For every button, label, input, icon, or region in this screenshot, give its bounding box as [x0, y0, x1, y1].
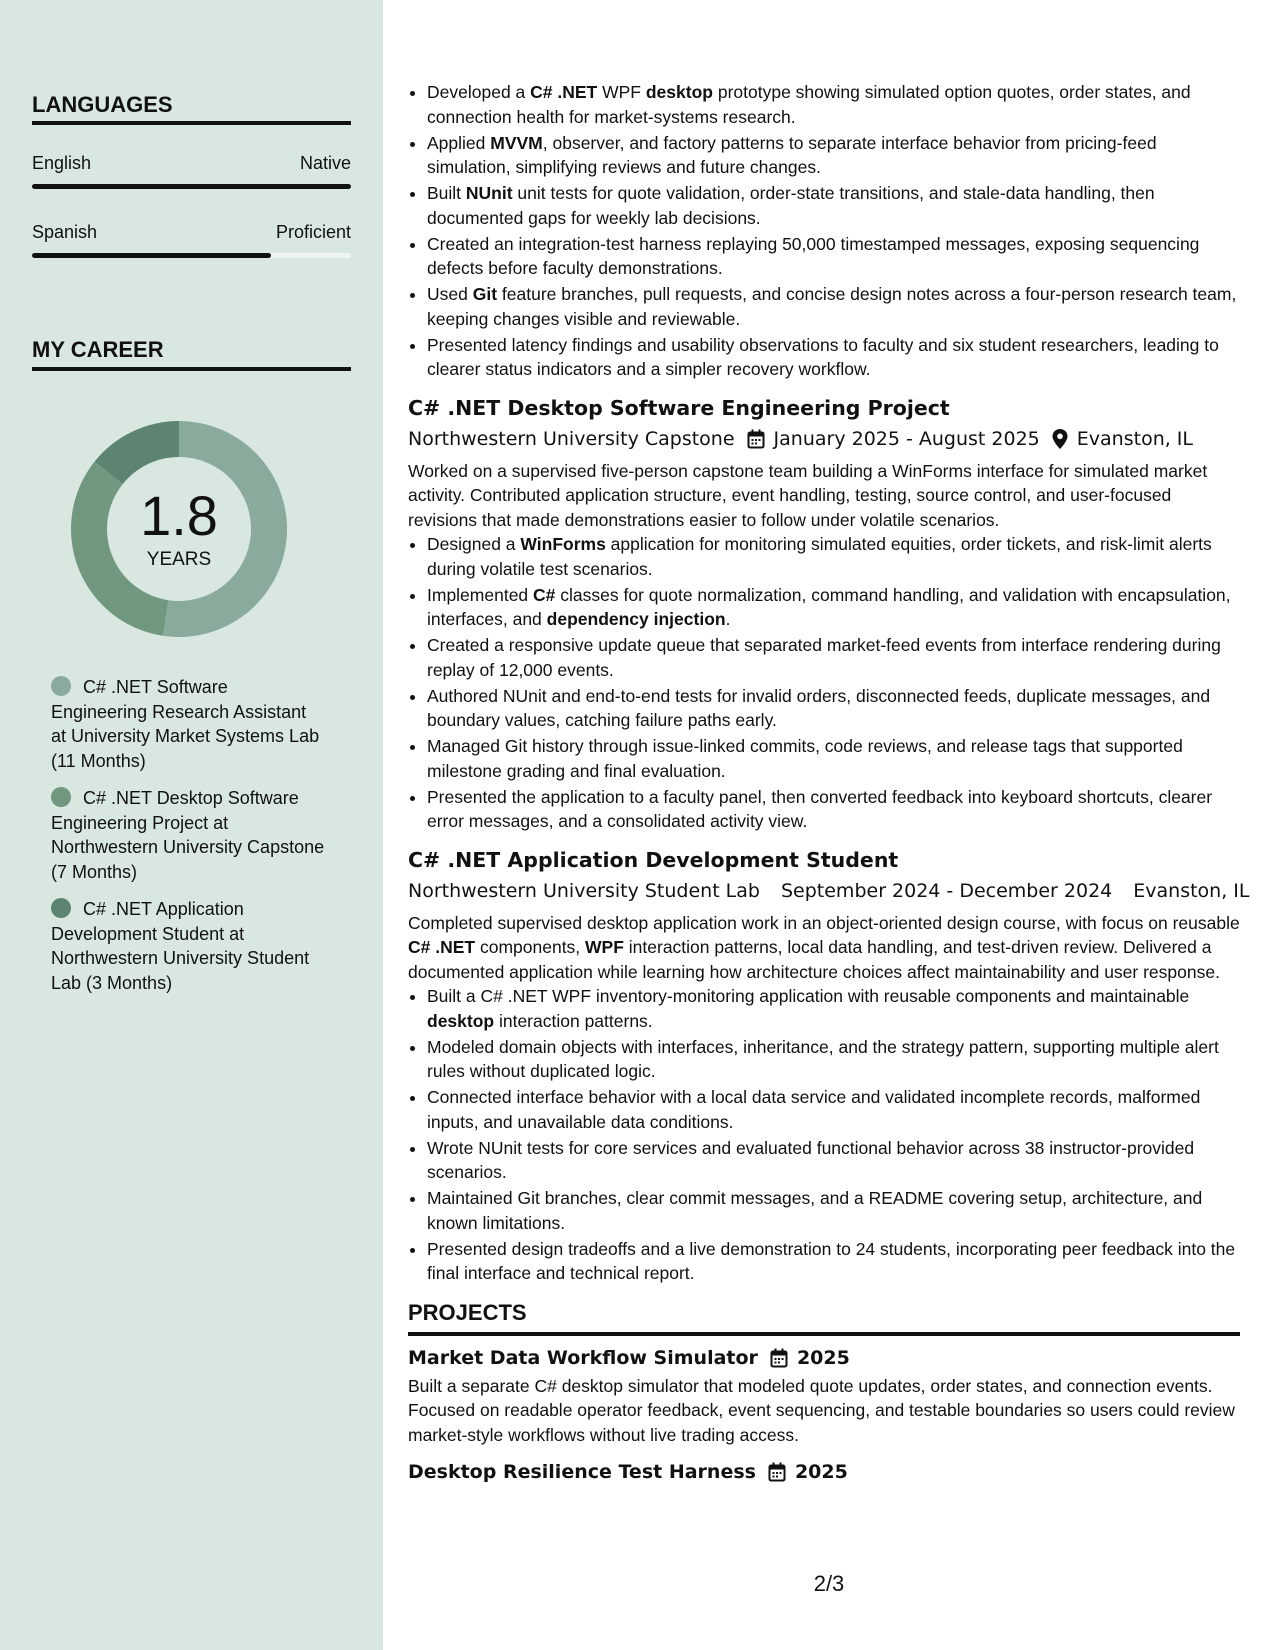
job-location: Evanston, IL [1133, 879, 1250, 902]
bullet-item: • Built NUnit unit tests for quote validation, order-state transitions, and stale-data handling, then documented gaps for weekly lab decisions. [427, 181, 1240, 230]
language-level: Proficient [275, 222, 351, 242]
project-title [408, 1345, 1240, 1371]
bullet-item: • Presented latency findings and usability observations to faculty and six student researchers, leading to clearer status indicators and a simpler recovery workflow. [427, 333, 1240, 382]
language-level: Native [299, 153, 351, 173]
project-year: 2025 [794, 1461, 848, 1483]
project-year: 2025 [796, 1346, 850, 1369]
calendar-icon [747, 429, 765, 449]
language-row [32, 152, 351, 174]
legend-dot-icon [51, 787, 71, 807]
bullet-item: • Connected interface behavior with a local data service and validated incomplete records, malformed inputs, and unavailable data conditions. [427, 1085, 1240, 1134]
bullet-item: • Applied MVVM, observer, and factory patterns to separate interface behavior from pricing-feed simulation, simplifying reviews and future changes. [427, 131, 1240, 180]
job-dates: January 2025 - August 2025 [773, 427, 1040, 450]
language-name: Spanish [32, 222, 98, 242]
career-total-years: 1.8 [140, 484, 218, 547]
job-bullets [408, 984, 1240, 1286]
bullet-item: • Wrote NUnit tests for core services and evaluated functional behavior across 38 instructor-provided scenarios. [427, 1136, 1240, 1185]
language-bar [32, 253, 351, 258]
bullet-item: • Authored NUnit and end-to-end tests for invalid orders, disconnected feeds, duplicate messages, and boundary values, catching failure paths early. [427, 684, 1240, 733]
language-bar-fill [32, 184, 351, 189]
bullet-item: • Designed a WinForms application for monitoring simulated equities, order tickets, and risk-limit alerts during volatile test scenarios. [427, 532, 1240, 581]
project-description: Built a separate C# desktop simulator that modeled quote updates, order states, and connection events. Focused on readable operator feedback, event sequencing, and testable boundaries so users could review market-style workflows without live trading access. [408, 1375, 1235, 1445]
job-description: Completed supervised desktop application work in an object-oriented design course, with focus on reusable C# .NET components, WPF interaction patterns, local data handling, and test-driven review. Delivered a documented application while learning how architecture choices affect maintainability and user response. [408, 912, 1240, 982]
career-legend-item [51, 897, 326, 995]
project-title [408, 1459, 1240, 1485]
career-legend-label: C# .NET Desktop Software Engineering Project at Northwestern University Capstone (7 Months) [51, 788, 325, 882]
career-legend-item [51, 675, 326, 773]
job-title: C# .NET Application Development Student [408, 847, 899, 872]
job-organization: Northwestern University Capstone [408, 427, 735, 450]
projects-rule [408, 1332, 1240, 1336]
language-name: English [32, 153, 92, 173]
legend-dot-icon [51, 676, 71, 696]
bullet-item: • Built a C# .NET WPF inventory-monitoring application with reusable components and maintainable desktop interaction patterns. [427, 984, 1240, 1033]
main-content [408, 80, 1250, 1485]
calendar-icon [768, 1462, 786, 1482]
calendar-icon [770, 1348, 788, 1368]
languages-rule [32, 121, 351, 125]
career-total-unit: YEARS [146, 549, 212, 570]
project-name: Market Data Workflow Simulator [408, 1346, 758, 1369]
bullet-item: • Managed Git history through issue-linked commits, code reviews, and release tags that supported milestone grading and final evaluation. [427, 734, 1240, 783]
job-title: C# .NET Desktop Software Engineering Project [408, 395, 950, 420]
bullet-item: • Created an integration-test harness replaying 50,000 timestamped messages, exposing sequencing defects before faculty demonstrations. [427, 232, 1240, 281]
job-meta [408, 878, 1250, 904]
career-legend-label: C# .NET Software Engineering Research Assistant at University Market Systems Lab (11 Months) [51, 677, 320, 771]
job-meta [408, 426, 1240, 452]
language-row [32, 221, 351, 243]
language-bar [32, 184, 351, 189]
job-description: Worked on a supervised five-person capstone team building a WinForms interface for simulated market activity. Contributed application structure, event handling, testing, source control, and user-focused revisions that made demonstrations easier to follow under volatile scenarios. [408, 460, 1208, 530]
languages-title: LANGUAGES [32, 92, 173, 117]
legend-dot-icon [51, 898, 71, 918]
bullet-item: • Implemented C# classes for quote normalization, command handling, and validation with encapsulation, interfaces, and dependency injection. [427, 583, 1240, 632]
experience-bullets [408, 80, 1240, 382]
job-bullets [408, 532, 1240, 834]
bullet-item: • Used Git feature branches, pull requests, and concise design notes across a four-person research team, keeping changes visible and reviewable. [427, 282, 1240, 331]
bullet-item: • Created a responsive update queue that separated market-feed events from interface rendering during replay of 12,000 events. [427, 633, 1240, 682]
project-name: Desktop Resilience Test Harness [408, 1461, 756, 1483]
job-location: Evanston, IL [1076, 427, 1193, 450]
page-number: 2/3 [813, 1571, 845, 1596]
map-pin-icon [1052, 429, 1068, 449]
bullet-item: • Maintained Git branches, clear commit messages, and a README covering setup, architecture, and known limitations. [427, 1186, 1240, 1235]
career-title: MY CAREER [32, 337, 164, 362]
bullet-item: • Developed a C# .NET WPF desktop prototype showing simulated option quotes, order states, and connection health for market-systems research. [427, 80, 1240, 129]
language-bar-fill [32, 253, 271, 258]
career-rule [32, 367, 351, 371]
bullet-item: • Modeled domain objects with interfaces, inheritance, and the strategy pattern, supporting multiple alert rules without duplicated logic. [427, 1035, 1240, 1084]
job-dates: September 2024 - December 2024 [780, 879, 1113, 902]
bullet-item: • Presented design tradeoffs and a live demonstration to 24 students, incorporating peer feedback into the final interface and technical report. [427, 1237, 1240, 1286]
bullet-item: • Presented the application to a faculty panel, then converted feedback into keyboard shortcuts, clearer error messages, and a consolidated activity view. [427, 785, 1240, 834]
job-organization: Northwestern University Student Lab [408, 879, 760, 902]
sidebar [0, 0, 383, 1650]
career-legend-label: C# .NET Application Development Student at Northwestern University Student Lab (3 Months) [51, 899, 310, 993]
projects-title: PROJECTS [408, 1299, 527, 1325]
career-legend-item [51, 786, 326, 884]
